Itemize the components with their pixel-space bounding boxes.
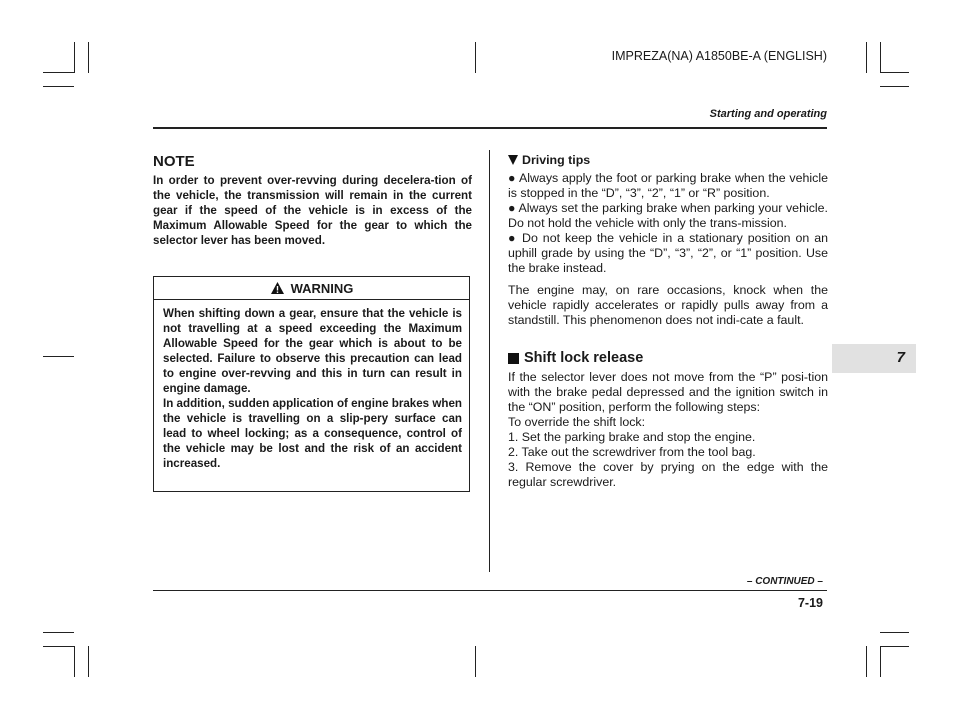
warning-box: [153, 276, 470, 492]
crop-mark: [880, 632, 909, 633]
crop-mark: [43, 632, 74, 633]
warning-title: WARNING: [290, 280, 354, 296]
engine-knock-paragraph: The engine may, on rare occasions, knock when the vehicle rapidly accelerates or rapidly pulls away from a standstill. This phenomenon does not indi-cate a fault.: [508, 283, 828, 327]
warning-paragraph: In addition, sudden application of engine brakes when the vehicle is travelling on a slip-pery surface can lead to wheel locking; as a consequence, control of the vehicle may be lost and the risk of an accident increased.: [163, 397, 462, 470]
page-number: 7-19: [797, 596, 823, 610]
crop-mark: [74, 42, 75, 73]
crop-mark: [43, 72, 74, 73]
shift-lock-step: 1. Set the parking brake and stop the engine.: [508, 430, 756, 444]
crop-mark: [866, 42, 867, 73]
crop-mark: [475, 42, 476, 73]
driving-tip: ● Always set the parking brake when parking your vehicle. Do not hold the vehicle with only the trans-mission.: [508, 201, 828, 230]
warning-body: [154, 300, 469, 471]
crop-mark: [866, 646, 867, 677]
driving-tips-heading: [508, 153, 828, 167]
chapter-tab: [832, 344, 916, 373]
shift-lock-title: Shift lock release: [524, 350, 644, 366]
note-block: [153, 153, 472, 248]
shift-lock-lead: To override the shift lock:: [508, 415, 646, 429]
warning-icon: [270, 281, 285, 295]
shift-lock-heading: [508, 350, 828, 366]
crop-mark: [880, 42, 881, 73]
warning-paragraph: When shifting down a gear, ensure that the vehicle is not travelling at a speed exceeding the Maximum Allowable Speed for the gear which is about to be selected. Failure to observe this precaution can lead to engine over-revving and this in turn can result in engine damage.: [163, 307, 462, 395]
document-id: IMPREZA(NA) A1850BE-A (ENGLISH): [611, 49, 827, 63]
crop-mark: [43, 646, 74, 647]
square-bullet-icon: [508, 353, 519, 364]
crop-mark: [880, 86, 909, 87]
crop-mark: [880, 646, 909, 647]
crop-mark: [43, 356, 74, 357]
crop-mark: [880, 72, 909, 73]
header-rule: [153, 127, 827, 129]
chapter-number: 7: [896, 349, 905, 366]
note-title: NOTE: [153, 153, 195, 170]
crop-mark: [880, 646, 881, 677]
right-column: [508, 153, 828, 490]
crop-mark: [43, 86, 74, 87]
driving-tip: ● Always apply the foot or parking brake when the vehicle is stopped in the “D”, “3”, “2”, “1” or “R” position.: [508, 171, 828, 200]
footer-rule: [153, 590, 827, 591]
continued-label: – CONTINUED –: [746, 576, 823, 587]
warning-header: [154, 277, 469, 300]
crop-mark: [475, 646, 476, 677]
note-text: In order to prevent over-revving during decelera-tion of the vehicle, the transmission will remain in the current gear if the speed of the vehicle is in excess of the Maximum Allowable Speed for the gear to which the selector lever has been moved.: [153, 174, 472, 247]
section-title: Starting and operating: [709, 108, 827, 120]
driving-tips-title: Driving tips: [522, 153, 591, 167]
crop-mark: [88, 42, 89, 73]
triangle-bullet-icon: [508, 155, 518, 165]
crop-mark: [88, 646, 89, 677]
shift-lock-step: 2. Take out the screwdriver from the tool bag.: [508, 445, 756, 459]
driving-tip: ● Do not keep the vehicle in a stationary position on an uphill grade by using the “D”, “3”, “2”, or “1” position. Use the brake instead.: [508, 231, 828, 275]
column-divider: [489, 150, 490, 572]
shift-lock-intro: If the selector lever does not move from the “P” posi-tion with the brake pedal depressed and the ignition switch in the “ON” position, perform the following steps:: [508, 370, 828, 414]
crop-mark: [74, 646, 75, 677]
shift-lock-step: 3. Remove the cover by prying on the edge with the regular screwdriver.: [508, 460, 828, 489]
